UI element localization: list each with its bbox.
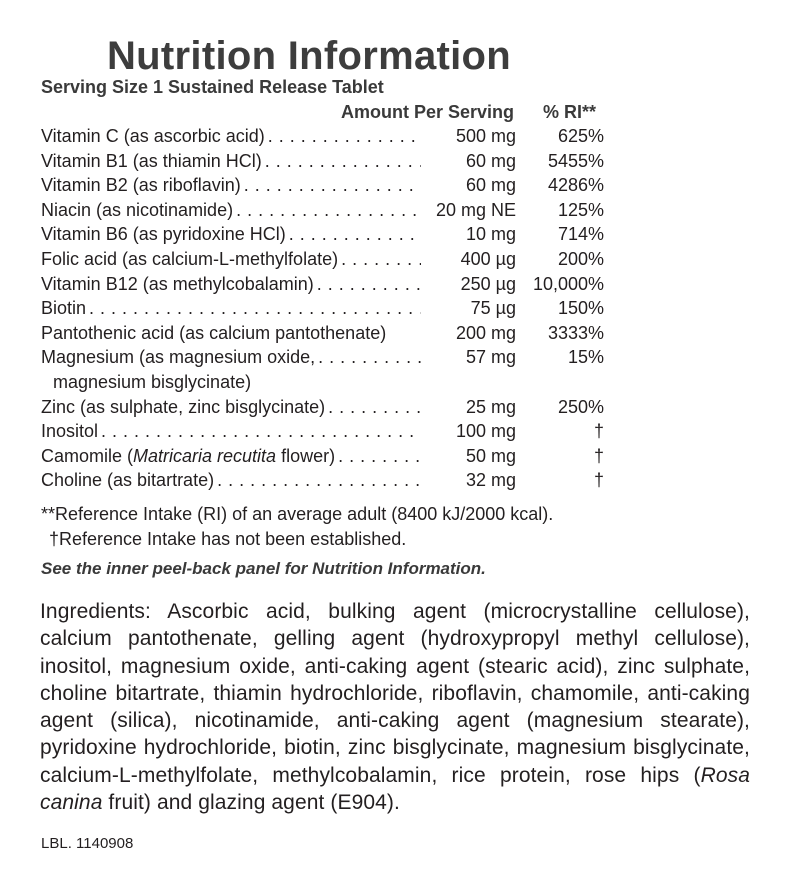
- amount-per-serving-heading: Amount Per Serving: [341, 102, 515, 122]
- nutrient-name: Vitamin B1 (as thiamin HCl): [41, 151, 265, 171]
- nutrient-amount: 250 µg: [457, 272, 516, 297]
- nutrient-amount: 75 µg: [467, 296, 516, 321]
- nutrient-name: Zinc (as sulphate, zinc bisglycinate): [41, 397, 328, 417]
- nutrient-ri: 150%: [557, 298, 604, 319]
- nutrient-ri: 3333%: [547, 322, 604, 343]
- nutrient-name-continued: magnesium bisglycinate): [53, 371, 252, 392]
- nutrient-amount: 60 mg: [462, 173, 516, 198]
- nutrient-amount: 20 mg NE: [432, 198, 516, 223]
- nutrient-name-cell: [41, 419, 421, 444]
- nutrient-name-cell: [41, 198, 421, 223]
- nutrient-amount: 100 mg: [452, 419, 516, 444]
- nutrient-amount: 32 mg: [462, 468, 516, 493]
- nutrient-amount: 400 µg: [457, 247, 516, 272]
- nutrient-row-pantothenic-acid: [41, 321, 611, 346]
- nutrient-name-cell: [41, 444, 421, 469]
- nutrient-row-niacin: [41, 198, 611, 223]
- nutrient-ri: 5455%: [547, 150, 604, 171]
- ingredients-text-end: fruit) and glazing agent (E904).: [102, 791, 400, 815]
- nutrient-ri: †: [593, 470, 604, 491]
- ingredients-paragraph: [40, 598, 750, 816]
- footnotes: [41, 502, 553, 552]
- nutrient-row-vitamin-b6: [41, 222, 611, 247]
- ingredients-latin-name: Rosa canina: [40, 763, 750, 815]
- nutrient-amount: 200 mg: [452, 321, 516, 346]
- nutrient-name-suffix: flower): [276, 445, 336, 466]
- nutrient-name: Pantothenic acid (as calcium pantothenate): [41, 323, 389, 343]
- nutrient-name: Vitamin B6 (as pyridoxine HCl): [41, 224, 289, 244]
- nutrient-name-cell: [41, 222, 421, 247]
- peel-back-note: See the inner peel-back panel for Nutrition Information.: [41, 559, 486, 578]
- nutrient-ri: 625%: [557, 126, 604, 146]
- label-code: LBL. 1140908: [41, 835, 134, 852]
- dagger-footnote: †Reference Intake has not been established.: [49, 529, 407, 549]
- nutrient-row-magnesium: [41, 345, 611, 394]
- nutrient-name-cell: [41, 272, 421, 297]
- nutrient-row-camomile: [41, 444, 611, 469]
- nutrient-row-vitamin-b12: [41, 272, 611, 297]
- ri-footnote: **Reference Intake (RI) of an average adult (8400 kJ/2000 kcal).: [41, 504, 554, 524]
- nutrient-amount: 10 mg: [462, 222, 516, 247]
- nutrient-name-cell: [41, 395, 421, 420]
- nutrient-row-folic-acid: [41, 247, 611, 272]
- nutrient-ri: †: [593, 445, 604, 466]
- nutrient-name: Niacin (as nicotinamide): [41, 200, 236, 220]
- nutrient-name-cell: [41, 149, 421, 174]
- nutrient-name: Magnesium (as magnesium oxide,: [41, 347, 318, 367]
- nutrient-name: Vitamin B12 (as methylcobalamin): [41, 274, 317, 294]
- nutrient-row-biotin: [41, 296, 611, 321]
- nutrient-name-cell: [41, 124, 421, 149]
- nutrient-amount: 500 mg: [452, 124, 516, 149]
- nutrient-amount: 60 mg: [462, 149, 516, 174]
- nutrient-name-latin: Matricaria recutita: [133, 445, 277, 466]
- nutrient-ri: 125%: [557, 199, 604, 220]
- nutrient-ri: 200%: [557, 248, 604, 269]
- nutrient-ri: 250%: [557, 396, 604, 417]
- nutrient-name: Folic acid (as calcium-L-methylfolate): [41, 249, 341, 269]
- nutrient-row-vitamin-c: [41, 124, 611, 149]
- page-title: Nutrition Information: [107, 34, 512, 78]
- nutrient-name: Choline (as bitartrate): [41, 470, 217, 490]
- nutrient-ri: 714%: [557, 224, 604, 245]
- nutrient-name-cell: [41, 321, 421, 346]
- nutrient-name-cell: [41, 345, 421, 370]
- nutrient-row-choline: [41, 468, 611, 493]
- nutrient-amount: 50 mg: [462, 444, 516, 469]
- nutrient-name-cell: [41, 296, 421, 321]
- nutrient-row-inositol: [41, 419, 611, 444]
- nutrient-row-vitamin-b2: [41, 173, 611, 198]
- nutrient-ri: 4286%: [547, 175, 604, 196]
- ri-heading: % RI**: [543, 102, 597, 122]
- nutrient-name: Inositol: [41, 421, 101, 441]
- nutrient-name-cell: [41, 173, 421, 198]
- nutrient-name: Vitamin B2 (as riboflavin): [41, 175, 244, 195]
- nutrient-row-zinc: [41, 395, 611, 420]
- nutrient-name-cell: [41, 468, 421, 493]
- nutrient-name: Biotin: [41, 298, 89, 318]
- nutrient-name-prefix: Camomile (: [41, 445, 134, 466]
- nutrient-name-cell: [41, 247, 421, 272]
- nutrient-name: Vitamin C (as ascorbic acid): [41, 126, 268, 146]
- serving-size: Serving Size 1 Sustained Release Tablet: [41, 77, 384, 97]
- nutrient-amount: 25 mg: [462, 395, 516, 420]
- nutrient-row-vitamin-b1: [41, 149, 611, 174]
- nutrient-ri: 10,000%: [532, 273, 604, 294]
- nutrient-amount: 57 mg: [462, 345, 516, 370]
- nutrient-table: [41, 124, 611, 493]
- nutrient-ri: 15%: [567, 347, 604, 368]
- nutrient-ri: †: [593, 421, 604, 442]
- ingredients-text: Ingredients: Ascorbic acid, bulking agent (microcrystalline cellulose), calcium pantothenate, gelling agent (hydroxypropyl methyl cellulose), inositol, magnesium oxide, anti-caking agent (stearic acid), zinc sulphate, choline bitartrate, thiamin hydrochloride, riboflavin, chamomile, anti-caking agent (silica), nicotinamide, anti-caking agent (magnesium stearate), pyridoxine hydrochloride, biotin, zinc bisglycinate, magnesium bisglycinate, calcium-L-methylfolate, methylcobalamin, rice protein, rose hips (: [40, 600, 750, 787]
- nutrient-name: [41, 446, 338, 466]
